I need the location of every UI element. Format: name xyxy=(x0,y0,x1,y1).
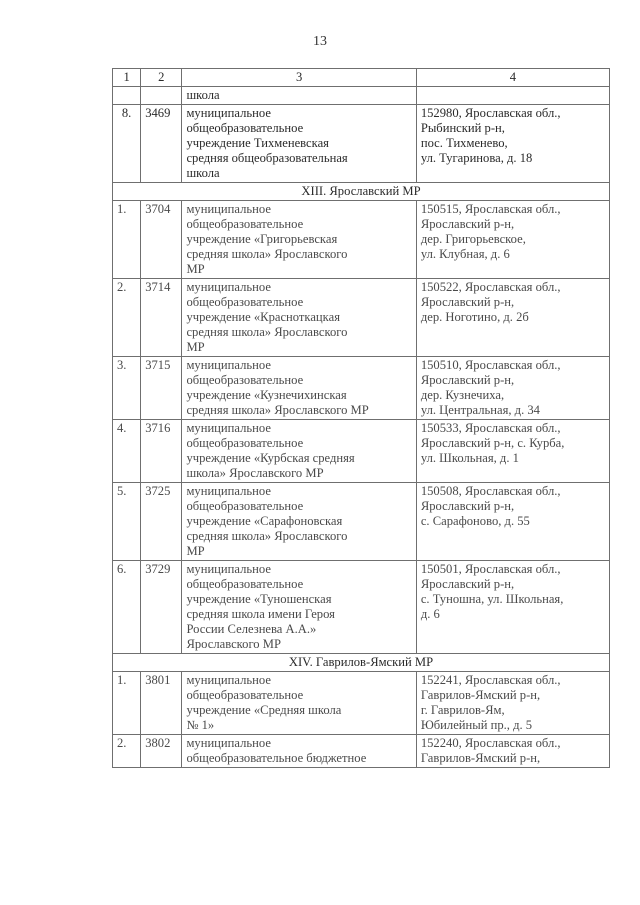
table-row xyxy=(113,201,610,279)
table-row-continued xyxy=(113,87,610,105)
cell-num: 4. xyxy=(113,420,141,483)
cell-address xyxy=(416,87,609,105)
cell-num: 2. xyxy=(113,735,141,768)
cell-address: 150522, Ярославская обл., Ярославский р-н, дер. Ноготино, д. 2б xyxy=(416,279,609,357)
table-row xyxy=(113,279,610,357)
cell-num: 2. xyxy=(113,279,141,357)
header-col-3: 3 xyxy=(182,69,416,87)
table-row xyxy=(113,735,610,768)
cell-name: муниципальное общеобразовательное учреждение «Средняя школа № 1» xyxy=(182,672,416,735)
cell-name: муниципальное общеобразовательное учреждение «Курбская средняя школа» Ярославского МР xyxy=(182,420,416,483)
table-row xyxy=(113,561,610,654)
table-row xyxy=(113,105,610,183)
table-header-row xyxy=(113,69,610,87)
cell-num: 1. xyxy=(113,672,141,735)
cell-address: 150533, Ярославская обл., Ярославский р-н, с. Курба, ул. Школьная, д. 1 xyxy=(416,420,609,483)
cell-name: муниципальное общеобразовательное бюджетное xyxy=(182,735,416,768)
cell-code: 3704 xyxy=(141,201,182,279)
cell-name: муниципальное общеобразовательное учреждение Тихменевская средняя общеобразовательная школа xyxy=(182,105,416,183)
cell-num xyxy=(113,87,141,105)
cell-address: 152240, Ярославская обл., Гаврилов-Ямский р-н, xyxy=(416,735,609,768)
cell-code: 3715 xyxy=(141,357,182,420)
page-number: 13 xyxy=(313,34,327,49)
section-title: XIII. Ярославский МР xyxy=(113,183,610,201)
cell-code xyxy=(141,87,182,105)
cell-name: муниципальное общеобразовательное учреждение «Григорьевская средняя школа» Ярославского МР xyxy=(182,201,416,279)
cell-num: 1. xyxy=(113,201,141,279)
cell-address: 150515, Ярославская обл., Ярославский р-н, дер. Григорьевское, ул. Клубная, д. 6 xyxy=(416,201,609,279)
cell-address: 150501, Ярославская обл., Ярославский р-н, с. Туношна, ул. Школьная, д. 6 xyxy=(416,561,609,654)
cell-code: 3801 xyxy=(141,672,182,735)
header-col-2: 2 xyxy=(141,69,182,87)
cell-code: 3729 xyxy=(141,561,182,654)
cell-code: 3716 xyxy=(141,420,182,483)
section-header-xiv xyxy=(113,654,610,672)
table-row xyxy=(113,420,610,483)
cell-code: 3714 xyxy=(141,279,182,357)
cell-num: 6. xyxy=(113,561,141,654)
cell-name: муниципальное общеобразовательное учреждение «Красноткацкая средняя школа» Ярославского МР xyxy=(182,279,416,357)
table-row xyxy=(113,357,610,420)
cell-address: 152241, Ярославская обл., Гаврилов-Ямский р-н, г. Гаврилов-Ям, Юбилейный пр., д. 5 xyxy=(416,672,609,735)
cell-name: муниципальное общеобразовательное учреждение «Сарафоновская средняя школа» Ярославского МР xyxy=(182,483,416,561)
cell-name: школа xyxy=(182,87,416,105)
schools-table xyxy=(112,68,610,768)
cell-name: муниципальное общеобразовательное учреждение «Кузнечихинская средняя школа» Ярославского МР xyxy=(182,357,416,420)
table-row xyxy=(113,672,610,735)
cell-address: 150510, Ярославская обл., Ярославский р-н, дер. Кузнечиха, ул. Центральная, д. 34 xyxy=(416,357,609,420)
header-col-4: 4 xyxy=(416,69,609,87)
cell-num: 8. xyxy=(113,105,141,183)
cell-name: муниципальное общеобразовательное учреждение «Туношенская средняя школа имени Героя России Селезнева А.А.» Ярославского МР xyxy=(182,561,416,654)
header-col-1: 1 xyxy=(113,69,141,87)
cell-address: 150508, Ярославская обл., Ярославский р-н, с. Сарафоново, д. 55 xyxy=(416,483,609,561)
cell-address: 152980, Ярославская обл., Рыбинский р-н, пос. Тихменево, ул. Тугаринова, д. 18 xyxy=(416,105,609,183)
table-row xyxy=(113,483,610,561)
section-header-xiii xyxy=(113,183,610,201)
cell-num: 3. xyxy=(113,357,141,420)
cell-code: 3725 xyxy=(141,483,182,561)
section-title: XIV. Гаврилов-Ямский МР xyxy=(113,654,610,672)
cell-code: 3469 xyxy=(141,105,182,183)
cell-num: 5. xyxy=(113,483,141,561)
cell-code: 3802 xyxy=(141,735,182,768)
